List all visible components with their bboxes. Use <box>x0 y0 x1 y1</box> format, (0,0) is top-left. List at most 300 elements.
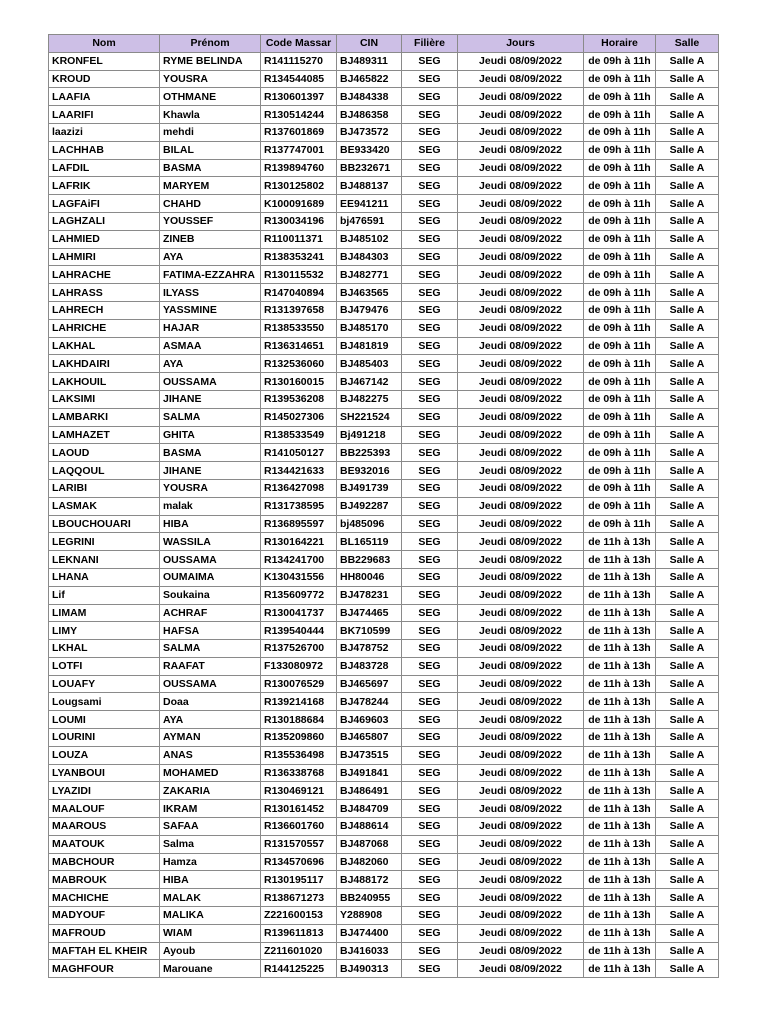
code-massar-cell: R130115532 <box>261 266 337 284</box>
table-row <box>49 426 719 444</box>
prenom-cell: Khawla <box>160 106 261 124</box>
jours-cell: Jeudi 08/09/2022 <box>458 551 584 569</box>
nom-cell: LAHRACHE <box>49 266 160 284</box>
cin-cell: BJ479476 <box>337 301 402 319</box>
jours-cell: Jeudi 08/09/2022 <box>458 230 584 248</box>
salle-cell: Salle A <box>656 960 719 978</box>
prenom-cell: AYA <box>160 711 261 729</box>
horaire-cell: de 11h à 13h <box>584 622 656 640</box>
horaire-cell: de 09h à 11h <box>584 123 656 141</box>
filiere-cell: SEG <box>402 159 458 177</box>
jours-cell: Jeudi 08/09/2022 <box>458 889 584 907</box>
code-massar-cell: R138671273 <box>261 889 337 907</box>
header-code-massar: Code Massar <box>261 35 337 53</box>
table-row <box>49 604 719 622</box>
cin-cell: bj476591 <box>337 212 402 230</box>
code-massar-cell: R132536060 <box>261 355 337 373</box>
code-massar-cell: R130076529 <box>261 675 337 693</box>
code-massar-cell: R141115270 <box>261 52 337 70</box>
prenom-cell: WIAM <box>160 924 261 942</box>
filiere-cell: SEG <box>402 889 458 907</box>
prenom-cell: MALAK <box>160 889 261 907</box>
table-row <box>49 497 719 515</box>
code-massar-cell: R131570557 <box>261 835 337 853</box>
table-row <box>49 711 719 729</box>
salle-cell: Salle A <box>656 319 719 337</box>
cin-cell: BJ482060 <box>337 853 402 871</box>
jours-cell: Jeudi 08/09/2022 <box>458 711 584 729</box>
filiere-cell: SEG <box>402 319 458 337</box>
filiere-cell: SEG <box>402 444 458 462</box>
code-massar-cell: R134570696 <box>261 853 337 871</box>
nom-cell: LAOUD <box>49 444 160 462</box>
jours-cell: Jeudi 08/09/2022 <box>458 835 584 853</box>
nom-cell: MAATOUK <box>49 835 160 853</box>
nom-cell: LASMAK <box>49 497 160 515</box>
prenom-cell: MALIKA <box>160 907 261 925</box>
cin-cell: EE941211 <box>337 195 402 213</box>
prenom-cell: YOUSSEF <box>160 212 261 230</box>
nom-cell: LARIBI <box>49 479 160 497</box>
nom-cell: MAGHFOUR <box>49 960 160 978</box>
prenom-cell: JIHANE <box>160 462 261 480</box>
salle-cell: Salle A <box>656 729 719 747</box>
nom-cell: MABCHOUR <box>49 853 160 871</box>
filiere-cell: SEG <box>402 355 458 373</box>
table-row <box>49 746 719 764</box>
cin-cell: bj485096 <box>337 515 402 533</box>
jours-cell: Jeudi 08/09/2022 <box>458 924 584 942</box>
cin-cell: BL165119 <box>337 533 402 551</box>
salle-cell: Salle A <box>656 533 719 551</box>
nom-cell: LAKHAL <box>49 337 160 355</box>
table-row <box>49 284 719 302</box>
jours-cell: Jeudi 08/09/2022 <box>458 568 584 586</box>
nom-cell: LIMY <box>49 622 160 640</box>
prenom-cell: MARYEM <box>160 177 261 195</box>
table-body <box>49 52 719 977</box>
code-massar-cell: R134544085 <box>261 70 337 88</box>
jours-cell: Jeudi 08/09/2022 <box>458 800 584 818</box>
prenom-cell: OUSSAMA <box>160 373 261 391</box>
salle-cell: Salle A <box>656 604 719 622</box>
jours-cell: Jeudi 08/09/2022 <box>458 88 584 106</box>
nom-cell: LAARIFI <box>49 106 160 124</box>
cin-cell: BE933420 <box>337 141 402 159</box>
table-row <box>49 52 719 70</box>
jours-cell: Jeudi 08/09/2022 <box>458 533 584 551</box>
filiere-cell: SEG <box>402 942 458 960</box>
filiere-cell: SEG <box>402 586 458 604</box>
salle-cell: Salle A <box>656 657 719 675</box>
prenom-cell: ZINEB <box>160 230 261 248</box>
cin-cell: BJ490313 <box>337 960 402 978</box>
code-massar-cell: R136338768 <box>261 764 337 782</box>
salle-cell: Salle A <box>656 52 719 70</box>
nom-cell: LAQQOUL <box>49 462 160 480</box>
prenom-cell: mehdi <box>160 123 261 141</box>
filiere-cell: SEG <box>402 835 458 853</box>
salle-cell: Salle A <box>656 746 719 764</box>
header-nom: Nom <box>49 35 160 53</box>
prenom-cell: OUSSAMA <box>160 551 261 569</box>
prenom-cell: Salma <box>160 835 261 853</box>
jours-cell: Jeudi 08/09/2022 <box>458 586 584 604</box>
table-row <box>49 586 719 604</box>
nom-cell: LYANBOUI <box>49 764 160 782</box>
horaire-cell: de 09h à 11h <box>584 212 656 230</box>
horaire-cell: de 11h à 13h <box>584 889 656 907</box>
jours-cell: Jeudi 08/09/2022 <box>458 70 584 88</box>
salle-cell: Salle A <box>656 266 719 284</box>
horaire-cell: de 09h à 11h <box>584 159 656 177</box>
salle-cell: Salle A <box>656 764 719 782</box>
table-row <box>49 70 719 88</box>
filiere-cell: SEG <box>402 551 458 569</box>
jours-cell: Jeudi 08/09/2022 <box>458 462 584 480</box>
filiere-cell: SEG <box>402 782 458 800</box>
salle-cell: Salle A <box>656 622 719 640</box>
salle-cell: Salle A <box>656 444 719 462</box>
nom-cell: LACHHAB <box>49 141 160 159</box>
jours-cell: Jeudi 08/09/2022 <box>458 907 584 925</box>
horaire-cell: de 09h à 11h <box>584 408 656 426</box>
cin-cell: BJ469603 <box>337 711 402 729</box>
nom-cell: MAALOUF <box>49 800 160 818</box>
filiere-cell: SEG <box>402 106 458 124</box>
prenom-cell: SALMA <box>160 408 261 426</box>
nom-cell: LAFRIK <box>49 177 160 195</box>
filiere-cell: SEG <box>402 426 458 444</box>
cin-cell: BJ478752 <box>337 640 402 658</box>
filiere-cell: SEG <box>402 52 458 70</box>
jours-cell: Jeudi 08/09/2022 <box>458 444 584 462</box>
jours-cell: Jeudi 08/09/2022 <box>458 871 584 889</box>
jours-cell: Jeudi 08/09/2022 <box>458 408 584 426</box>
table-row <box>49 622 719 640</box>
prenom-cell: Soukaina <box>160 586 261 604</box>
jours-cell: Jeudi 08/09/2022 <box>458 195 584 213</box>
nom-cell: LAHRECH <box>49 301 160 319</box>
code-massar-cell: R131738595 <box>261 497 337 515</box>
jours-cell: Jeudi 08/09/2022 <box>458 319 584 337</box>
code-massar-cell: R138533549 <box>261 426 337 444</box>
jours-cell: Jeudi 08/09/2022 <box>458 746 584 764</box>
jours-cell: Jeudi 08/09/2022 <box>458 52 584 70</box>
cin-cell: BJ465822 <box>337 70 402 88</box>
cin-cell: BJ488614 <box>337 818 402 836</box>
nom-cell: Lif <box>49 586 160 604</box>
code-massar-cell: R136601760 <box>261 818 337 836</box>
salle-cell: Salle A <box>656 907 719 925</box>
code-massar-cell: R130601397 <box>261 88 337 106</box>
cin-cell: BJ478244 <box>337 693 402 711</box>
jours-cell: Jeudi 08/09/2022 <box>458 479 584 497</box>
nom-cell: LEGRINI <box>49 533 160 551</box>
salle-cell: Salle A <box>656 889 719 907</box>
jours-cell: Jeudi 08/09/2022 <box>458 675 584 693</box>
cin-cell: BJ463565 <box>337 284 402 302</box>
table-row <box>49 853 719 871</box>
table-row <box>49 319 719 337</box>
code-massar-cell: F133080972 <box>261 657 337 675</box>
table-row <box>49 301 719 319</box>
code-massar-cell: R136427098 <box>261 479 337 497</box>
filiere-cell: SEG <box>402 462 458 480</box>
cin-cell: HH80046 <box>337 568 402 586</box>
salle-cell: Salle A <box>656 195 719 213</box>
filiere-cell: SEG <box>402 266 458 284</box>
cin-cell: BB229683 <box>337 551 402 569</box>
cin-cell: BJ473572 <box>337 123 402 141</box>
prenom-cell: MOHAMED <box>160 764 261 782</box>
filiere-cell: SEG <box>402 960 458 978</box>
filiere-cell: SEG <box>402 230 458 248</box>
horaire-cell: de 11h à 13h <box>584 640 656 658</box>
horaire-cell: de 11h à 13h <box>584 800 656 818</box>
filiere-cell: SEG <box>402 479 458 497</box>
prenom-cell: Marouane <box>160 960 261 978</box>
salle-cell: Salle A <box>656 106 719 124</box>
jours-cell: Jeudi 08/09/2022 <box>458 426 584 444</box>
table-row <box>49 355 719 373</box>
horaire-cell: de 11h à 13h <box>584 746 656 764</box>
filiere-cell: SEG <box>402 675 458 693</box>
code-massar-cell: R139536208 <box>261 390 337 408</box>
table-row <box>49 729 719 747</box>
nom-cell: MADYOUF <box>49 907 160 925</box>
cin-cell: BJ488137 <box>337 177 402 195</box>
code-massar-cell: R134421633 <box>261 462 337 480</box>
jours-cell: Jeudi 08/09/2022 <box>458 604 584 622</box>
code-massar-cell: R147040894 <box>261 284 337 302</box>
jours-cell: Jeudi 08/09/2022 <box>458 141 584 159</box>
salle-cell: Salle A <box>656 408 719 426</box>
filiere-cell: SEG <box>402 88 458 106</box>
prenom-cell: Doaa <box>160 693 261 711</box>
jours-cell: Jeudi 08/09/2022 <box>458 515 584 533</box>
salle-cell: Salle A <box>656 462 719 480</box>
table-row <box>49 782 719 800</box>
prenom-cell: OUMAIMA <box>160 568 261 586</box>
salle-cell: Salle A <box>656 301 719 319</box>
nom-cell: LAHMIED <box>49 230 160 248</box>
nom-cell: LAHMIRI <box>49 248 160 266</box>
jours-cell: Jeudi 08/09/2022 <box>458 390 584 408</box>
horaire-cell: de 11h à 13h <box>584 924 656 942</box>
nom-cell: LAGHZALI <box>49 212 160 230</box>
jours-cell: Jeudi 08/09/2022 <box>458 355 584 373</box>
salle-cell: Salle A <box>656 497 719 515</box>
horaire-cell: de 09h à 11h <box>584 106 656 124</box>
cin-cell: BJ484303 <box>337 248 402 266</box>
salle-cell: Salle A <box>656 426 719 444</box>
horaire-cell: de 11h à 13h <box>584 960 656 978</box>
code-massar-cell: R135209860 <box>261 729 337 747</box>
nom-cell: laazizi <box>49 123 160 141</box>
code-massar-cell: R130188684 <box>261 711 337 729</box>
horaire-cell: de 09h à 11h <box>584 248 656 266</box>
cin-cell: BE932016 <box>337 462 402 480</box>
nom-cell: LKHAL <box>49 640 160 658</box>
header-prenom: Prénom <box>160 35 261 53</box>
jours-cell: Jeudi 08/09/2022 <box>458 764 584 782</box>
salle-cell: Salle A <box>656 355 719 373</box>
horaire-cell: de 11h à 13h <box>584 835 656 853</box>
table-row <box>49 266 719 284</box>
prenom-cell: GHITA <box>160 426 261 444</box>
header-row <box>49 35 719 53</box>
filiere-cell: SEG <box>402 657 458 675</box>
horaire-cell: de 11h à 13h <box>584 942 656 960</box>
prenom-cell: malak <box>160 497 261 515</box>
jours-cell: Jeudi 08/09/2022 <box>458 640 584 658</box>
salle-cell: Salle A <box>656 693 719 711</box>
code-massar-cell: R139894760 <box>261 159 337 177</box>
horaire-cell: de 11h à 13h <box>584 675 656 693</box>
salle-cell: Salle A <box>656 586 719 604</box>
nom-cell: LAFDIL <box>49 159 160 177</box>
prenom-cell: Hamza <box>160 853 261 871</box>
horaire-cell: de 09h à 11h <box>584 70 656 88</box>
code-massar-cell: R138353241 <box>261 248 337 266</box>
prenom-cell: BASMA <box>160 444 261 462</box>
code-massar-cell: R136314651 <box>261 337 337 355</box>
code-massar-cell: R139611813 <box>261 924 337 942</box>
table-row <box>49 248 719 266</box>
filiere-cell: SEG <box>402 871 458 889</box>
jours-cell: Jeudi 08/09/2022 <box>458 159 584 177</box>
table-row <box>49 408 719 426</box>
jours-cell: Jeudi 08/09/2022 <box>458 301 584 319</box>
salle-cell: Salle A <box>656 675 719 693</box>
cin-cell: BJ474465 <box>337 604 402 622</box>
filiere-cell: SEG <box>402 408 458 426</box>
jours-cell: Jeudi 08/09/2022 <box>458 177 584 195</box>
prenom-cell: AYA <box>160 355 261 373</box>
code-massar-cell: R131397658 <box>261 301 337 319</box>
table-row <box>49 141 719 159</box>
table-row <box>49 960 719 978</box>
salle-cell: Salle A <box>656 942 719 960</box>
horaire-cell: de 09h à 11h <box>584 230 656 248</box>
prenom-cell: AYA <box>160 248 261 266</box>
prenom-cell: ILYASS <box>160 284 261 302</box>
filiere-cell: SEG <box>402 853 458 871</box>
horaire-cell: de 09h à 11h <box>584 515 656 533</box>
salle-cell: Salle A <box>656 479 719 497</box>
filiere-cell: SEG <box>402 764 458 782</box>
horaire-cell: de 11h à 13h <box>584 551 656 569</box>
code-massar-cell: R130034196 <box>261 212 337 230</box>
table-row <box>49 835 719 853</box>
horaire-cell: de 11h à 13h <box>584 533 656 551</box>
table-row <box>49 942 719 960</box>
prenom-cell: BASMA <box>160 159 261 177</box>
salle-cell: Salle A <box>656 248 719 266</box>
salle-cell: Salle A <box>656 284 719 302</box>
code-massar-cell: R134241700 <box>261 551 337 569</box>
salle-cell: Salle A <box>656 212 719 230</box>
cin-cell: BJ482275 <box>337 390 402 408</box>
table-row <box>49 337 719 355</box>
code-massar-cell: R136895597 <box>261 515 337 533</box>
filiere-cell: SEG <box>402 711 458 729</box>
code-massar-cell: R138533550 <box>261 319 337 337</box>
nom-cell: LAHRICHE <box>49 319 160 337</box>
code-massar-cell: R139214168 <box>261 693 337 711</box>
cin-cell: BJ474400 <box>337 924 402 942</box>
salle-cell: Salle A <box>656 551 719 569</box>
cin-cell: BJ478231 <box>337 586 402 604</box>
nom-cell: LOURINI <box>49 729 160 747</box>
cin-cell: BJ485102 <box>337 230 402 248</box>
filiere-cell: SEG <box>402 693 458 711</box>
horaire-cell: de 09h à 11h <box>584 141 656 159</box>
code-massar-cell: Z211601020 <box>261 942 337 960</box>
nom-cell: MAFROUD <box>49 924 160 942</box>
salle-cell: Salle A <box>656 924 719 942</box>
nom-cell: LOUMI <box>49 711 160 729</box>
jours-cell: Jeudi 08/09/2022 <box>458 337 584 355</box>
horaire-cell: de 11h à 13h <box>584 871 656 889</box>
nom-cell: MACHICHE <box>49 889 160 907</box>
table-row <box>49 212 719 230</box>
jours-cell: Jeudi 08/09/2022 <box>458 729 584 747</box>
prenom-cell: YASSMINE <box>160 301 261 319</box>
table-row <box>49 675 719 693</box>
code-massar-cell: R137601869 <box>261 123 337 141</box>
horaire-cell: de 11h à 13h <box>584 853 656 871</box>
table-row <box>49 657 719 675</box>
horaire-cell: de 11h à 13h <box>584 729 656 747</box>
table-row <box>49 177 719 195</box>
cin-cell: BJ483728 <box>337 657 402 675</box>
table-row <box>49 871 719 889</box>
table-row <box>49 88 719 106</box>
nom-cell: LIMAM <box>49 604 160 622</box>
filiere-cell: SEG <box>402 212 458 230</box>
header-cin: CIN <box>337 35 402 53</box>
filiere-cell: SEG <box>402 497 458 515</box>
table-row <box>49 462 719 480</box>
table-row <box>49 390 719 408</box>
horaire-cell: de 09h à 11h <box>584 52 656 70</box>
cin-cell: BJ491739 <box>337 479 402 497</box>
table-row <box>49 159 719 177</box>
jours-cell: Jeudi 08/09/2022 <box>458 284 584 302</box>
code-massar-cell: R137526700 <box>261 640 337 658</box>
horaire-cell: de 09h à 11h <box>584 266 656 284</box>
horaire-cell: de 11h à 13h <box>584 693 656 711</box>
horaire-cell: de 09h à 11h <box>584 497 656 515</box>
code-massar-cell: R130041737 <box>261 604 337 622</box>
prenom-cell: Ayoub <box>160 942 261 960</box>
horaire-cell: de 09h à 11h <box>584 337 656 355</box>
header-horaire: Horaire <box>584 35 656 53</box>
code-massar-cell: R130195117 <box>261 871 337 889</box>
horaire-cell: de 09h à 11h <box>584 479 656 497</box>
prenom-cell: ASMAA <box>160 337 261 355</box>
table-row <box>49 924 719 942</box>
header-jours: Jours <box>458 35 584 53</box>
prenom-cell: WASSILA <box>160 533 261 551</box>
code-massar-cell: K130431556 <box>261 568 337 586</box>
table-row <box>49 568 719 586</box>
table-row <box>49 640 719 658</box>
code-massar-cell: R135536498 <box>261 746 337 764</box>
horaire-cell: de 11h à 13h <box>584 657 656 675</box>
